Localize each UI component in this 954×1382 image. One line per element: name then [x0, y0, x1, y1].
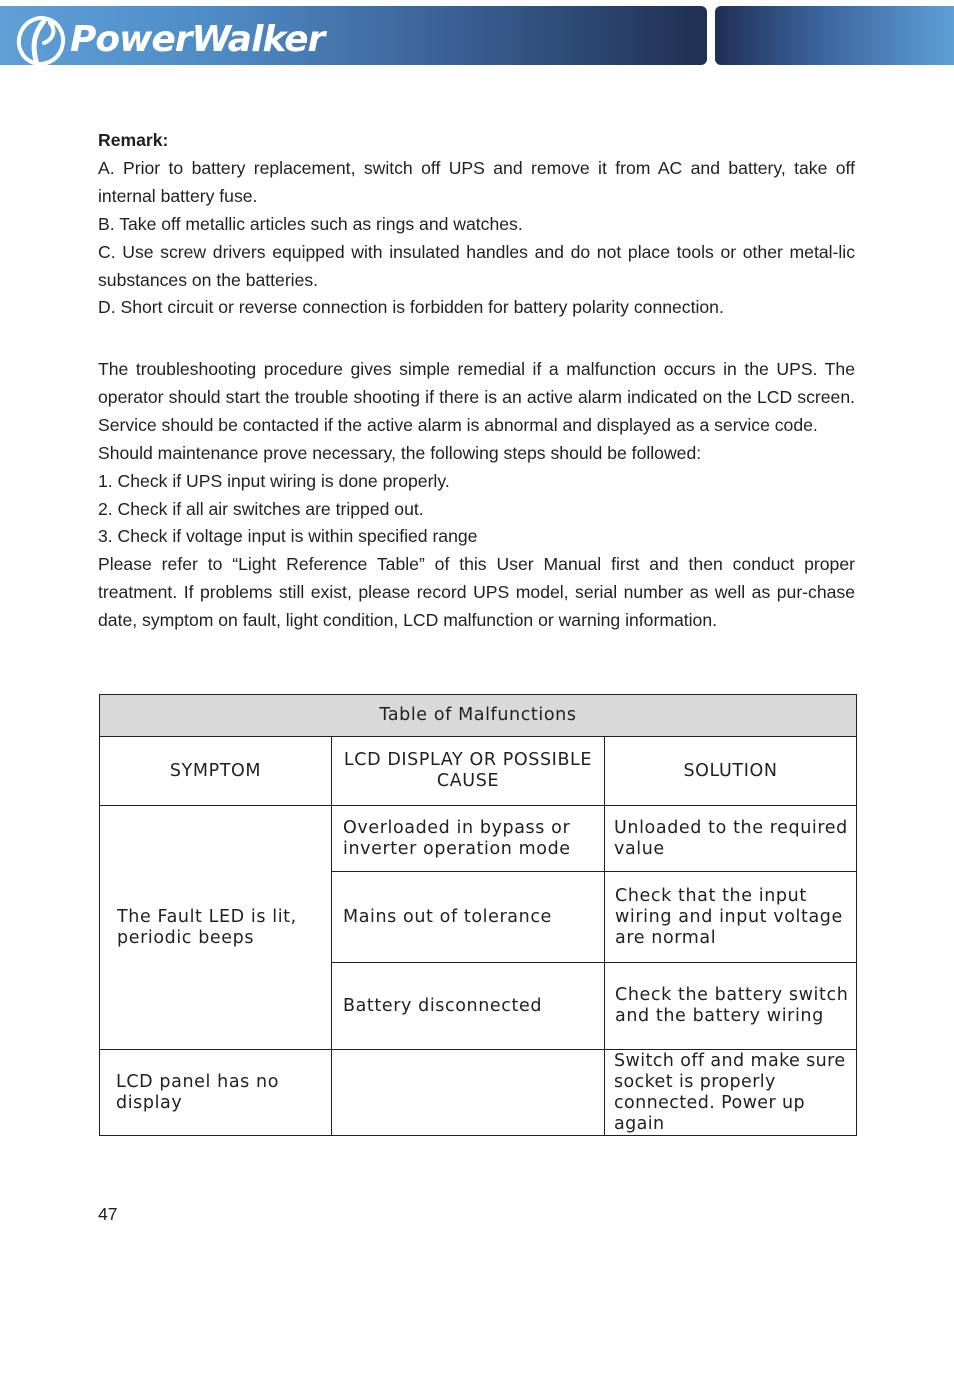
table-row	[100, 1050, 857, 1136]
remark-title: Remark:	[98, 130, 169, 150]
remark-item-c: C. Use screw drivers equipped with insulated handles and do not place tools or other metal-lic substances on the batteries.	[98, 241, 855, 290]
cause-cell	[332, 872, 605, 963]
remark-item-a: A. Prior to battery replacement, switch off UPS and remove it from AC and battery, take off internal battery fuse.	[98, 157, 855, 206]
header-symptom: SYMPTOM	[100, 737, 332, 806]
table-row	[100, 806, 857, 872]
symptom-text: LCD panel has no display	[116, 1071, 280, 1113]
header-banner	[0, 6, 707, 65]
troubleshooting-section	[98, 356, 855, 635]
cause-cell	[332, 806, 605, 872]
solution-text: Check the battery switch and the battery wiring	[615, 985, 849, 1026]
solution-text: Switch off and make sure socket is properly connected. Power up again	[614, 1050, 846, 1134]
header-cause: LCD DISPLAY OR POSSIBLE CAUSE	[332, 737, 605, 806]
step-1: 1. Check if UPS input wiring is done properly.	[98, 470, 450, 491]
malfunctions-table	[99, 694, 857, 1136]
symptom-cell	[100, 806, 332, 1050]
solution-text: Check that the input wiring and input voltage are normal	[615, 885, 843, 948]
brand-logo-text: PowerWalker	[70, 19, 325, 60]
step-3: 3. Check if voltage input is within specified range	[98, 526, 478, 547]
cause-cell	[332, 963, 605, 1050]
step-2: 2. Check if all air switches are tripped out.	[98, 498, 424, 519]
cause-text: Mains out of tolerance	[343, 906, 552, 927]
cause-text: Battery disconnected	[343, 995, 543, 1016]
steps-intro: Should maintenance prove necessary, the following steps should be followed:	[98, 442, 702, 463]
remark-item-d: D. Short circuit or reverse connection is forbidden for battery polarity connection.	[98, 297, 724, 318]
solution-cell	[605, 963, 857, 1050]
page-number: 47	[98, 1204, 118, 1224]
remark-item-b: B. Take off metallic articles such as rings and watches.	[98, 213, 523, 234]
remark-section	[98, 127, 855, 322]
header-banner-right	[715, 6, 954, 65]
solution-cell	[605, 872, 857, 963]
troubleshooting-closing: Please refer to “Light Reference Table” of this User Manual first and then conduct proper treatment. If problems still exist, please record UPS model, serial number as well as pur-chase date, symptom on fault, light condition, LCD malfunction or warning information.	[98, 554, 855, 631]
symptom-text: The Fault LED is lit, periodic beeps	[117, 906, 297, 948]
solution-text: Unloaded to the required value	[614, 817, 848, 859]
solution-cell	[605, 806, 857, 872]
header-solution: SOLUTION	[605, 737, 857, 806]
solution-cell	[605, 1050, 857, 1136]
cause-text: Overloaded in bypass or inverter operation mode	[343, 817, 571, 859]
symptom-cell	[100, 1050, 332, 1136]
cause-cell	[332, 1050, 605, 1136]
troubleshooting-intro: The troubleshooting procedure gives simple remedial if a malfunction occurs in the UPS. The operator should start the trouble shooting if there is an active alarm indicated on the LCD screen. Service should be contacted if the active alarm is abnormal and displayed as a service code.	[98, 359, 855, 435]
powerwalker-logo-icon	[14, 13, 72, 67]
table-title: Table of Malfunctions	[100, 695, 857, 737]
